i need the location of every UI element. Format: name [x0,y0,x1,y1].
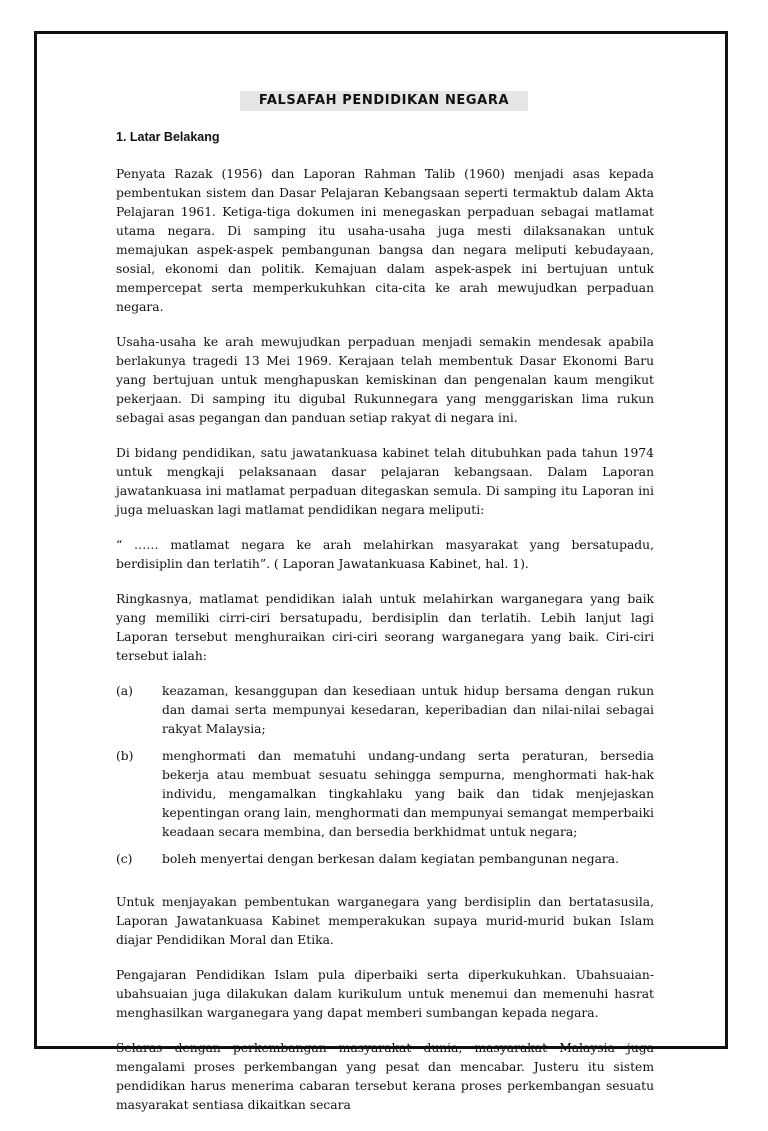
list-item-text: keazaman, kesanggupan dan kesediaan untuk hidup bersama dengan rukun dan damai serta mempunyai kesedaran, keperibadian dan nilai-nilai sebagai rakyat Malaysia; [162,684,654,736]
characteristics-list [116,682,654,869]
paragraph: Penyata Razak (1956) dan Laporan Rahman Talib (1960) menjadi asas kepada pembentukan sistem dan Dasar Pelajaran Kebangsaan seperti termaktub dalam Akta Pelajaran 1961. Ketiga-tiga dokumen ini menegaskan perpaduan sebagai matlamat utama negara. Di samping itu usaha-usaha juga mesti dilaksanakan untuk memajukan aspek-aspek pembangunan bangsa dan negara meliputi kebudayaan, sosial, ekonomi dan politik. Kemajuan dalam aspek-aspek ini bertujuan untuk mempercepat serta memperkukuhkan cita-cita ke arah mewujudkan perpaduan negara. [116,167,654,314]
paragraph: Selaras dengan perkembangan masyarakat dunia, masyarakat Malaysia juga mengalami proses perkembangan yang pesat dan mencabar. Justeru itu sistem pendidikan harus menerima cabaran tersebut kerana proses perkembangan sesuatu masyarakat sentiasa dikaitkan secara [116,1041,654,1112]
page-title: FALSAFAH PENDIDIKAN NEGARA [240,91,528,111]
document-body [116,128,654,1131]
paragraph: Usaha-usaha ke arah mewujudkan perpaduan menjadi semakin mendesak apabila berlakunya tragedi 13 Mei 1969. Kerajaan telah membentuk Dasar Ekonomi Baru yang bertujuan untuk menghapuskan kemiskinan dan pengenalan kaum mengikut pekerjaan. Di samping itu digubal Rukunnegara yang menggariskan lima rukun sebagai asas pegangan dan panduan setiap rakyat di negara ini. [116,335,654,425]
quote-paragraph: “ …… matlamat negara ke arah melahirkan masyarakat yang bersatupadu, berdisiplin dan terlatih”. ( Laporan Jawatankuasa Kabinet, hal. 1). [116,538,654,571]
paragraph: Untuk menjayakan pembentukan warganegara yang berdisiplin dan bertatasusila, Laporan Jawatankuasa Kabinet memperakukan supaya murid-murid bukan Islam diajar Pendidikan Moral dan Etika. [116,895,654,947]
paragraph: Ringkasnya, matlamat pendidikan ialah untuk melahirkan warganegara yang baik yang memiliki cirri-ciri bersatupadu, berdisiplin dan terlatih. Lebih lanjut lagi Laporan tersebut menghuraikan ciri-ciri seorang warganegara yang baik. Ciri-ciri tersebut ialah: [116,592,654,663]
paragraph: Di bidang pendidikan, satu jawatankuasa kabinet telah ditubuhkan pada tahun 1974 untuk mengkaji pelaksanaan dasar pelajaran kebangsaan. Dalam Laporan jawatankuasa ini matlamat perpaduan ditegaskan semula. Di samping itu Laporan ini juga meluaskan lagi matlamat pendidikan negara meliputi: [116,446,654,517]
list-item-text: boleh menyertai dengan berkesan dalam kegiatan pembangunan negara. [162,852,620,866]
list-item-label: (c) [116,852,133,866]
paragraph: Pengajaran Pendidikan Islam pula diperbaiki serta diperkukuhkan. Ubahsuaian-ubahsuaian juga dilakukan dalam kurikulum untuk menemui dan memenuhi hasrat menghasilkan warganegara yang dapat memberi sumbangan kepada negara. [116,968,654,1020]
section-heading: 1. Latar Belakang [116,130,220,144]
list-item [116,682,654,739]
list-item-label: (b) [116,749,134,763]
list-item [116,747,654,842]
list-item-text: menghormati dan mematuhi undang-undang serta peraturan, bersedia bekerja atau membuat sesuatu sehingga sempurna, menghormati hak-hak individu, mengamalkan tingkahlaku yang baik dan tidak menjejaskan kepentingan orang lain, menghormati dan mempunyai semangat memperbaiki keadaan secara membina, dan bersedia berkhidmat untuk negara; [162,749,654,839]
list-item-label: (a) [116,684,133,698]
list-item [116,850,654,869]
